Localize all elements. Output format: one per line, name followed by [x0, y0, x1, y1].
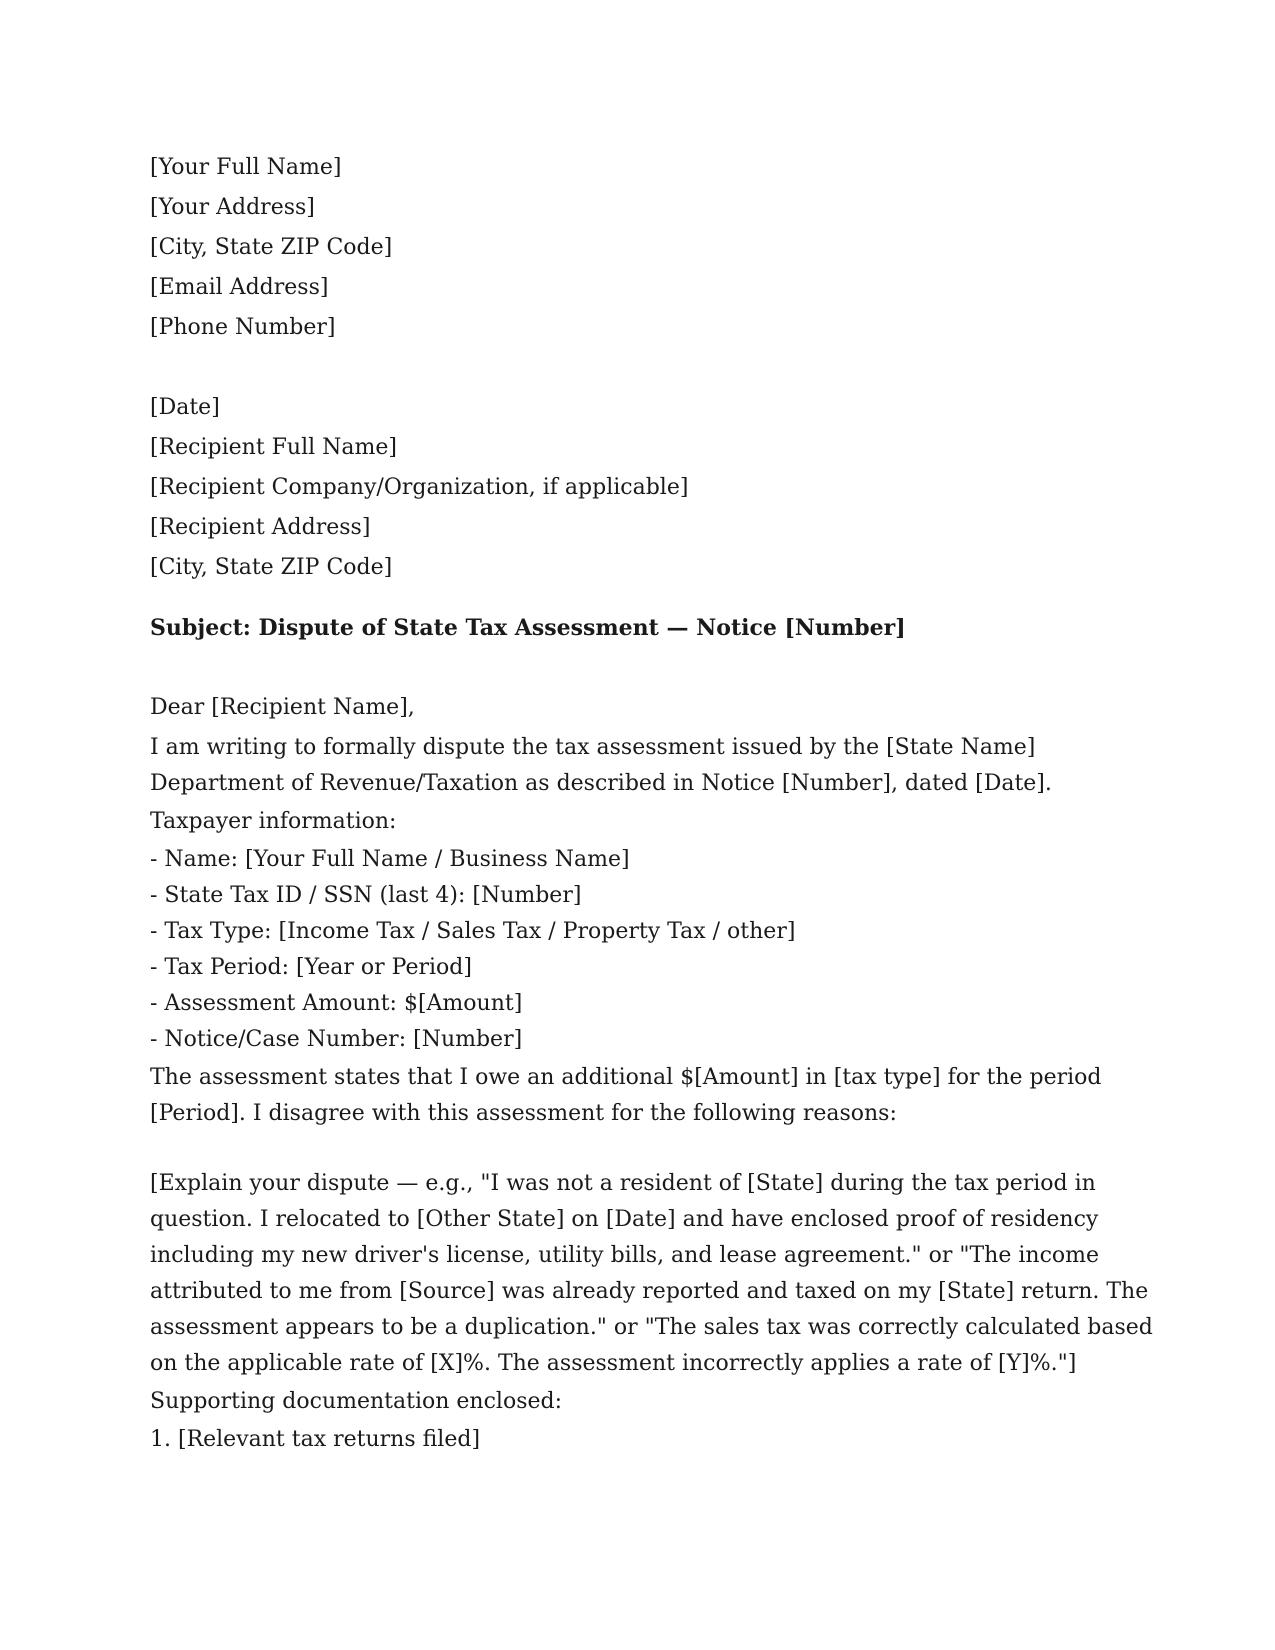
- dispute-line: attributed to me from [Source] was already reported and taxed on my [State] return. The: [150, 1279, 1149, 1304]
- sender-address: [Your Address]: [150, 195, 315, 220]
- supporting-docs: [150, 1382, 1130, 1458]
- taxpayer-item: - Name: [Your Full Name / Business Name]: [150, 847, 630, 872]
- intro-paragraph: [150, 730, 1130, 802]
- recipient-block: [150, 388, 1130, 588]
- taxpayer-item: - Assessment Amount: $[Amount]: [150, 991, 523, 1016]
- taxpayer-item: - Tax Period: [Year or Period]: [150, 955, 472, 980]
- spacer: [150, 1132, 1130, 1164]
- spacer: [150, 348, 1130, 388]
- sender-name: [Your Full Name]: [150, 155, 342, 180]
- assessment-paragraph: [150, 1060, 1130, 1132]
- salutation: Dear [Recipient Name],: [150, 695, 415, 720]
- assessment-line: [Period]. I disagree with this assessment for the following reasons:: [150, 1101, 897, 1126]
- sender-phone: [Phone Number]: [150, 315, 336, 340]
- dispute-line: assessment appears to be a duplication." or "The sales tax was correctly calculated based: [150, 1315, 1153, 1340]
- dispute-line: including my new driver's license, utility bills, and lease agreement." or "The income: [150, 1243, 1100, 1268]
- dispute-line: question. I relocated to [Other State] on [Date] and have enclosed proof of residency: [150, 1207, 1099, 1232]
- recipient-company: [Recipient Company/Organization, if applicable]: [150, 475, 689, 500]
- sender-email: [Email Address]: [150, 275, 329, 300]
- taxpayer-heading: Taxpayer information:: [150, 809, 397, 834]
- dispute-paragraph: [150, 1166, 1153, 1382]
- taxpayer-item: - Tax Type: [Income Tax / Sales Tax / Property Tax / other]: [150, 919, 796, 944]
- supporting-heading: Supporting documentation enclosed:: [150, 1389, 562, 1414]
- sender-city-state-zip: [City, State ZIP Code]: [150, 235, 393, 260]
- recipient-name: [Recipient Full Name]: [150, 435, 397, 460]
- supporting-item: 1. [Relevant tax returns filed]: [150, 1427, 481, 1452]
- dispute-line: on the applicable rate of [X]%. The assessment incorrectly applies a rate of [Y]%."]: [150, 1351, 1077, 1376]
- taxpayer-info: [150, 802, 1130, 1058]
- recipient-address: [Recipient Address]: [150, 515, 371, 540]
- taxpayer-item: - Notice/Case Number: [Number]: [150, 1027, 523, 1052]
- dispute-line: [Explain your dispute — e.g., "I was not a resident of [State] during the tax period in: [150, 1171, 1096, 1196]
- recipient-city-state-zip: [City, State ZIP Code]: [150, 555, 393, 580]
- letter-date: [Date]: [150, 395, 220, 420]
- intro-line: Department of Revenue/Taxation as described in Notice [Number], dated [Date].: [150, 771, 1052, 796]
- subject-line: Subject: Dispute of State Tax Assessment — Notice [Number]: [150, 615, 906, 641]
- assessment-line: The assessment states that I owe an additional $[Amount] in [tax type] for the period: [150, 1065, 1102, 1090]
- sender-block: [150, 148, 1130, 348]
- taxpayer-item: - State Tax ID / SSN (last 4): [Number]: [150, 883, 582, 908]
- intro-line: I am writing to formally dispute the tax assessment issued by the [State Name]: [150, 735, 1036, 760]
- letter-body: [150, 148, 1153, 1458]
